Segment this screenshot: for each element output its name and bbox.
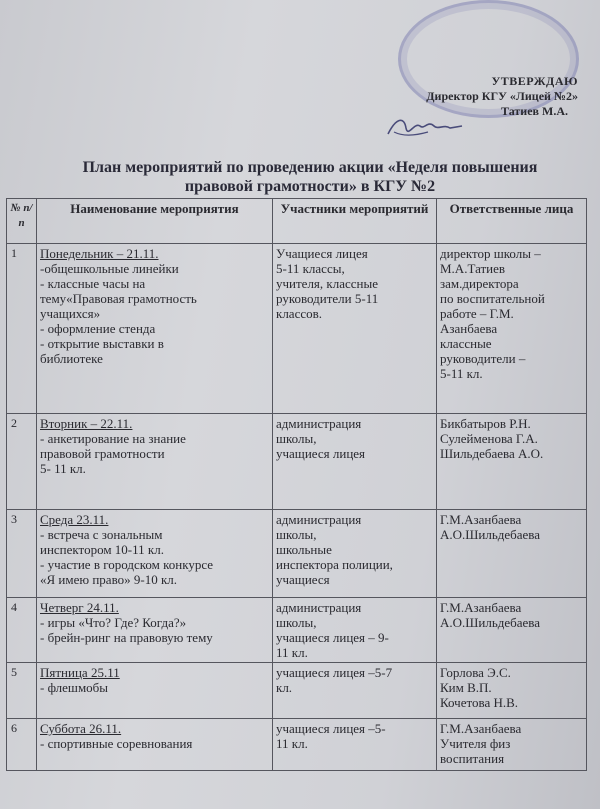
event-cell [37, 719, 273, 771]
event-item: - участие в городском конкурсе [40, 557, 214, 572]
event-item: - оформление стенда [40, 321, 156, 336]
event-day: Пятница 25.11 [40, 665, 120, 680]
participants-line: учащиеся лицея – 9- [276, 630, 389, 645]
participants-line: администрация [276, 416, 362, 431]
participants-line: инспектора полиции, [276, 557, 393, 572]
row-number: 5 [7, 663, 37, 719]
participants-cell [273, 598, 437, 663]
responsible-line: зам.директора [440, 276, 519, 291]
title-line-1: План мероприятий по проведению акции «Неделя повышения [82, 159, 538, 176]
participants-line: администрация [276, 600, 362, 615]
event-day: Вторник – 22.11. [40, 416, 133, 431]
responsible-line: Сулейменова Г.А. [440, 431, 538, 446]
responsible-line: руководители – [440, 351, 526, 366]
approval-position: Директор КГУ «Лицей №2» [426, 89, 578, 103]
responsible-cell [437, 598, 587, 663]
participants-line: Учащиеся лицея [276, 246, 368, 261]
responsible-cell [437, 719, 587, 771]
event-cell [37, 244, 273, 414]
participants-line: 11 кл. [276, 645, 308, 660]
event-item: - брейн-ринг на правовую тему [40, 630, 213, 645]
event-item: «Я имею право» 9-10 кл. [40, 572, 177, 587]
responsible-line: директор школы – [440, 246, 541, 261]
participants-line: школы, [276, 615, 317, 630]
responsible-line: А.О.Шильдебаева [440, 527, 541, 542]
title-line-2: правовой грамотности» в КГУ №2 [184, 178, 436, 195]
responsible-line: Горлова Э.С. [440, 665, 511, 680]
participants-cell [273, 719, 437, 771]
table-header-row [7, 199, 587, 244]
event-day: Суббота 26.11. [40, 721, 122, 736]
event-cell [37, 598, 273, 663]
responsible-line: Шильдебаева А.О. [440, 446, 544, 461]
row-number: 2 [7, 414, 37, 510]
table-row [7, 414, 587, 510]
responsible-line: воспитания [440, 751, 505, 766]
responsible-line: Кочетова Н.В. [440, 695, 519, 710]
row-number: 3 [7, 510, 37, 598]
event-item: правовой грамотности [40, 446, 165, 461]
document-title [40, 158, 580, 196]
event-item: - флешмобы [40, 680, 109, 695]
event-item: учащихся» [40, 306, 101, 321]
event-item: - встреча с зональным [40, 527, 163, 542]
participants-line: кл. [276, 680, 293, 695]
participants-cell [273, 244, 437, 414]
event-item: -общешкольные линейки [40, 261, 179, 276]
event-day: Четверг 24.11. [40, 600, 119, 615]
responsible-cell [437, 663, 587, 719]
table-row [7, 598, 587, 663]
header-name: Наименование мероприятия [37, 199, 273, 244]
participants-line: руководители 5-11 [276, 291, 379, 306]
participants-line: учащиеся лицея –5-7 [276, 665, 393, 680]
participants-line: администрация [276, 512, 362, 527]
event-item: 5- 11 кл. [40, 461, 86, 476]
participants-line: школьные [276, 542, 332, 557]
responsible-line: Г.М.Азанбаева [440, 721, 522, 736]
event-day: Среда 23.11. [40, 512, 109, 527]
approval-signatory: Татиев М.А. [500, 104, 568, 118]
responsible-cell [437, 244, 587, 414]
event-item: тему«Правовая грамотность [40, 291, 197, 306]
participants-line: учащиеся лицея –5- [276, 721, 386, 736]
event-item: - классные часы на [40, 276, 146, 291]
table-row [7, 663, 587, 719]
responsible-line: А.О.Шильдебаева [440, 615, 541, 630]
event-item: - игры «Что? Где? Когда?» [40, 615, 187, 630]
participants-cell [273, 414, 437, 510]
participants-cell [273, 510, 437, 598]
responsible-line: Бикбатыров Р.Н. [440, 416, 531, 431]
row-number: 1 [7, 244, 37, 414]
participants-line: учащиеся лицея [276, 446, 366, 461]
event-cell [37, 663, 273, 719]
events-table [6, 198, 587, 771]
responsible-line: классные [440, 336, 492, 351]
participants-line: школы, [276, 527, 317, 542]
responsible-line: Ким В.П. [440, 680, 492, 695]
table-row [7, 719, 587, 771]
responsible-line: М.А.Татиев [440, 261, 506, 276]
event-cell [37, 414, 273, 510]
header-participants: Участники мероприятий [273, 199, 437, 244]
event-item: - открытие выставки в [40, 336, 164, 351]
responsible-line: по воспитательной [440, 291, 545, 306]
header-num: № п/п [7, 199, 37, 244]
participants-line: учителя, классные [276, 276, 378, 291]
responsible-line: 5-11 кл. [440, 366, 483, 381]
responsible-cell [437, 510, 587, 598]
participants-line: 5-11 классы, [276, 261, 345, 276]
event-item: - анкетирование на знание [40, 431, 186, 446]
participants-cell [273, 663, 437, 719]
handwritten-signature [384, 112, 464, 142]
row-number: 6 [7, 719, 37, 771]
approval-heading: УТВЕРЖДАЮ [491, 74, 578, 88]
participants-line: учащиеся [276, 572, 330, 587]
event-item: - спортивные соревнования [40, 736, 193, 751]
responsible-line: Учителя физ [440, 736, 511, 751]
responsible-line: Азанбаева [440, 321, 498, 336]
event-day: Понедельник – 21.11. [40, 246, 159, 261]
header-responsible: Ответственные лица [437, 199, 587, 244]
responsible-line: работе – Г.М. [440, 306, 514, 321]
event-item: библиотеке [40, 351, 103, 366]
responsible-cell [437, 414, 587, 510]
event-cell [37, 510, 273, 598]
event-item: инспектором 10-11 кл. [40, 542, 164, 557]
participants-line: классов. [276, 306, 323, 321]
row-number: 4 [7, 598, 37, 663]
participants-line: школы, [276, 431, 317, 446]
table-row [7, 510, 587, 598]
table-row [7, 244, 587, 414]
participants-line: 11 кл. [276, 736, 308, 751]
responsible-line: Г.М.Азанбаева [440, 512, 522, 527]
responsible-line: Г.М.Азанбаева [440, 600, 522, 615]
